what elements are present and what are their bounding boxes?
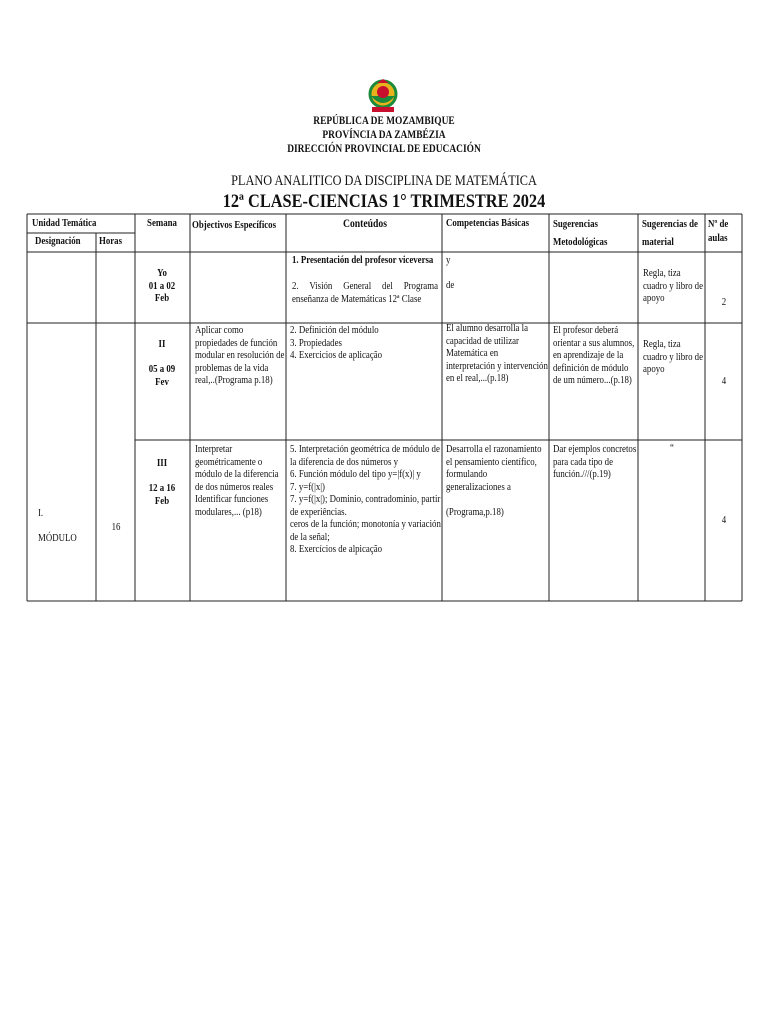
header-semana: Semana xyxy=(147,218,177,229)
row1-semana: Yo 01 a 02 Feb xyxy=(148,268,176,304)
row3-competencias: Desarrolla el razonamiento el pensamiento científico, formulando generalizaciones a (Programa,p.18) xyxy=(446,444,542,518)
row3-conteudos: 5. Interpretación geométrica de módulo de la diferencia de dos números y 6. Función módulo del tipo y=|f(x)| y 7. y=f(|x|) 7. y=f(|x|); Dominio, contradominio, partir de experiências. ceros de la función; monotonía y variación de la señal; 8. Exercícios de alpicação xyxy=(290,444,441,555)
unit-horas: 16 xyxy=(111,522,121,533)
row3-objectivos: Interpretar geométricamente o módulo de la diferencia de dos números reales Identificar funciones modulares,... (p18) xyxy=(195,444,279,518)
row1-conteudo-2: 2. Visión General del Programa enseñanza de Matemáticas 12ª Clase xyxy=(292,281,438,305)
row1-aulas: 2 xyxy=(721,297,727,308)
row2-objectivos: Aplicar como propiedades de función modular en resolución de problemas de la vida real,..(Programa p.18) xyxy=(195,325,285,386)
header-designacion: Designación xyxy=(35,236,81,247)
row3-metodologicas: Dar ejemplos concretos para cada tipo de función.///(p.19) xyxy=(553,444,637,480)
row1-material: Regla, tiza cuadro y libro de apoyo xyxy=(643,268,704,304)
class-title: 12ª CLASE-CIENCIAS 1° TRIMESTRE 2024 xyxy=(222,191,546,212)
header-objectivos: Objectivos Específicos xyxy=(192,220,277,231)
plan-title: PLANO ANALITICO DA DISCIPLINA DE MATEMÁTICA xyxy=(231,173,537,189)
header-sugerencias-metodologicas: Sugerencias Metodológicas xyxy=(553,219,608,248)
row3-material: “ xyxy=(670,443,674,454)
header-sugerencias-material: Sugerencias de material xyxy=(642,219,698,248)
row3-aulas: 4 xyxy=(721,515,727,526)
header-directorate: DIRECCIÓN PROVINCIAL DE EDUCACIÓN xyxy=(287,143,481,155)
row2-conteudos: 2. Definición del módulo 3. Propiedades 4. Exercicios de aplicação xyxy=(290,325,383,361)
row2-competencias: El alumno desarrolla la capacidad de utilizar Matemática en interpretación y intervención en el real,...(p.18) xyxy=(446,323,548,384)
row3-semana: III 12 a 16 Feb xyxy=(148,458,176,507)
header-competencias: Competencias Básicas xyxy=(446,218,530,229)
header-horas: Horas xyxy=(99,236,123,247)
row2-semana: II 05 a 09 Fev xyxy=(148,339,176,388)
row1-conteudo-1: 1. Presentación del profesor viceversa xyxy=(292,255,434,266)
row1-competencias: y de xyxy=(446,255,455,291)
header-province: PROVÍNCIA DA ZAMBÉZIA xyxy=(322,129,446,141)
unit-designacion: I. MÓDULO xyxy=(38,508,77,544)
header-conteudos: Conteúdos xyxy=(342,218,388,230)
header-numero-aulas: Nº de aulas xyxy=(708,219,729,244)
row2-material: Regla, tiza cuadro y libro de apoyo xyxy=(643,339,704,375)
header-unidad-tematica: Unidad Temática xyxy=(32,218,97,229)
row2-aulas: 4 xyxy=(721,376,727,387)
header-country: REPÚBLICA DE MOZAMBIQUE xyxy=(313,115,455,127)
row2-metodologicas: El profesor deberá orientar a sus alumnos, en aprendizaje de la definición de módulo de um número...(p.18) xyxy=(553,325,635,386)
